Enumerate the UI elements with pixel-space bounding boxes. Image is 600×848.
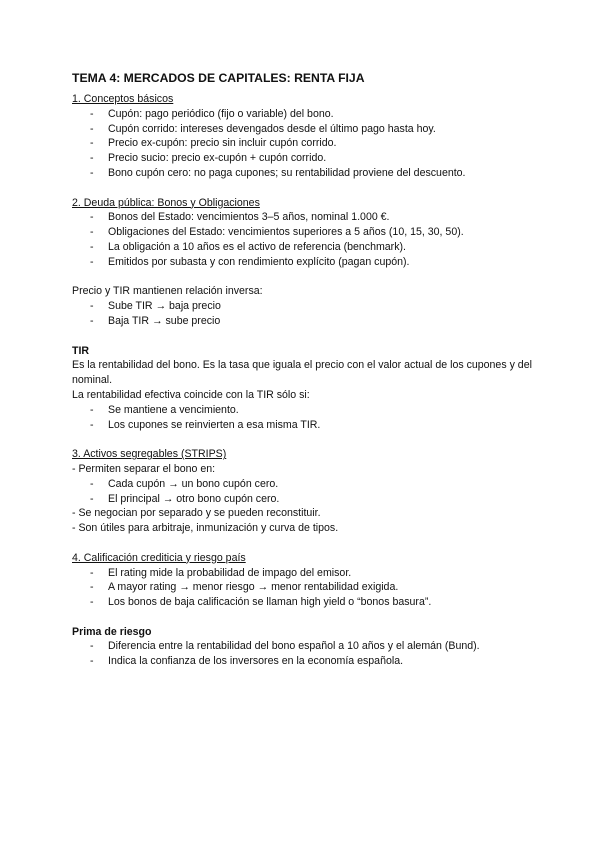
strips-line-3: - Son útiles para arbitraje, inmunización y curva de tipos.: [72, 522, 339, 535]
section-3-list: [72, 477, 542, 507]
section-3-heading: 3. Activos segregables (STRIPS): [72, 448, 227, 461]
list-item: - Bonos del Estado: vencimientos 3–5 años, nominal 1.000 €.: [72, 210, 542, 225]
list-item: - Precio sucio: precio ex-cupón + cupón corrido.: [72, 151, 542, 166]
tir-list: [72, 403, 542, 433]
risk-premium-list: [72, 639, 542, 669]
list-item: - Emitidos por subasta y con rendimiento explícito (pagan cupón).: [72, 255, 542, 270]
tir-heading: TIR: [72, 344, 90, 357]
list-item: - Cupón corrido: intereses devengados desde el último pago hasta hoy.: [72, 122, 542, 137]
section-2-heading: 2. Deuda pública: Bonos y Obligaciones: [72, 196, 260, 209]
list-item: - Los cupones se reinvierten a esa misma TIR.: [72, 418, 542, 433]
list-item: - Cada cupón → un bono cupón cero.: [72, 477, 542, 492]
list-item: - Obligaciones del Estado: vencimientos superiores a 5 años (10, 15, 30, 50).: [72, 225, 542, 240]
list-item: - Los bonos de baja calificación se llaman high yield o “bonos basura”.: [72, 595, 542, 610]
list-item: - El rating mide la probabilidad de impago del emisor.: [72, 566, 542, 581]
strips-line-2: - Se negocian por separado y se pueden reconstituir.: [72, 507, 321, 520]
page-title: TEMA 4: MERCADOS DE CAPITALES: RENTA FIJA: [72, 71, 365, 85]
tir-condition: La rentabilidad efectiva coincide con la TIR sólo si:: [72, 388, 310, 401]
strips-line-1: - Permiten separar el bono en:: [72, 462, 216, 475]
section-4-list: [72, 566, 542, 610]
list-item: - Precio ex-cupón: precio sin incluir cupón corrido.: [72, 136, 542, 151]
list-item: - Cupón: pago periódico (fijo o variable) del bono.: [72, 107, 542, 122]
list-item: - Baja TIR → sube precio: [72, 314, 542, 329]
list-item: - Sube TIR → baja precio: [72, 299, 542, 314]
tir-definition: Es la rentabilidad del bono. Es la tasa que iguala el precio con el valor actual de los cupones y del nominal.: [72, 359, 532, 387]
risk-premium-heading: Prima de riesgo: [72, 625, 152, 638]
list-item: - La obligación a 10 años es el activo de referencia (benchmark).: [72, 240, 542, 255]
price-tir-list: [72, 299, 542, 329]
list-item: - A mayor rating → menor riesgo → menor rentabilidad exigida.: [72, 580, 542, 595]
list-item: - Bono cupón cero: no paga cupones; su rentabilidad proviene del descuento.: [72, 166, 542, 181]
section-4-heading: 4. Calificación crediticia y riesgo país: [72, 551, 246, 564]
list-item: - Diferencia entre la rentabilidad del bono español a 10 años y el alemán (Bund).: [72, 639, 542, 654]
list-item: - Se mantiene a vencimiento.: [72, 403, 542, 418]
price-tir-relation: Precio y TIR mantienen relación inversa:: [72, 285, 263, 298]
section-2-list: [72, 210, 542, 269]
section-1-list: [72, 107, 542, 181]
document-body: [72, 70, 542, 669]
list-item: - Indica la confianza de los inversores en la economía española.: [72, 654, 542, 669]
list-item: - El principal → otro bono cupón cero.: [72, 492, 542, 507]
section-1-heading: 1. Conceptos básicos: [72, 93, 174, 105]
